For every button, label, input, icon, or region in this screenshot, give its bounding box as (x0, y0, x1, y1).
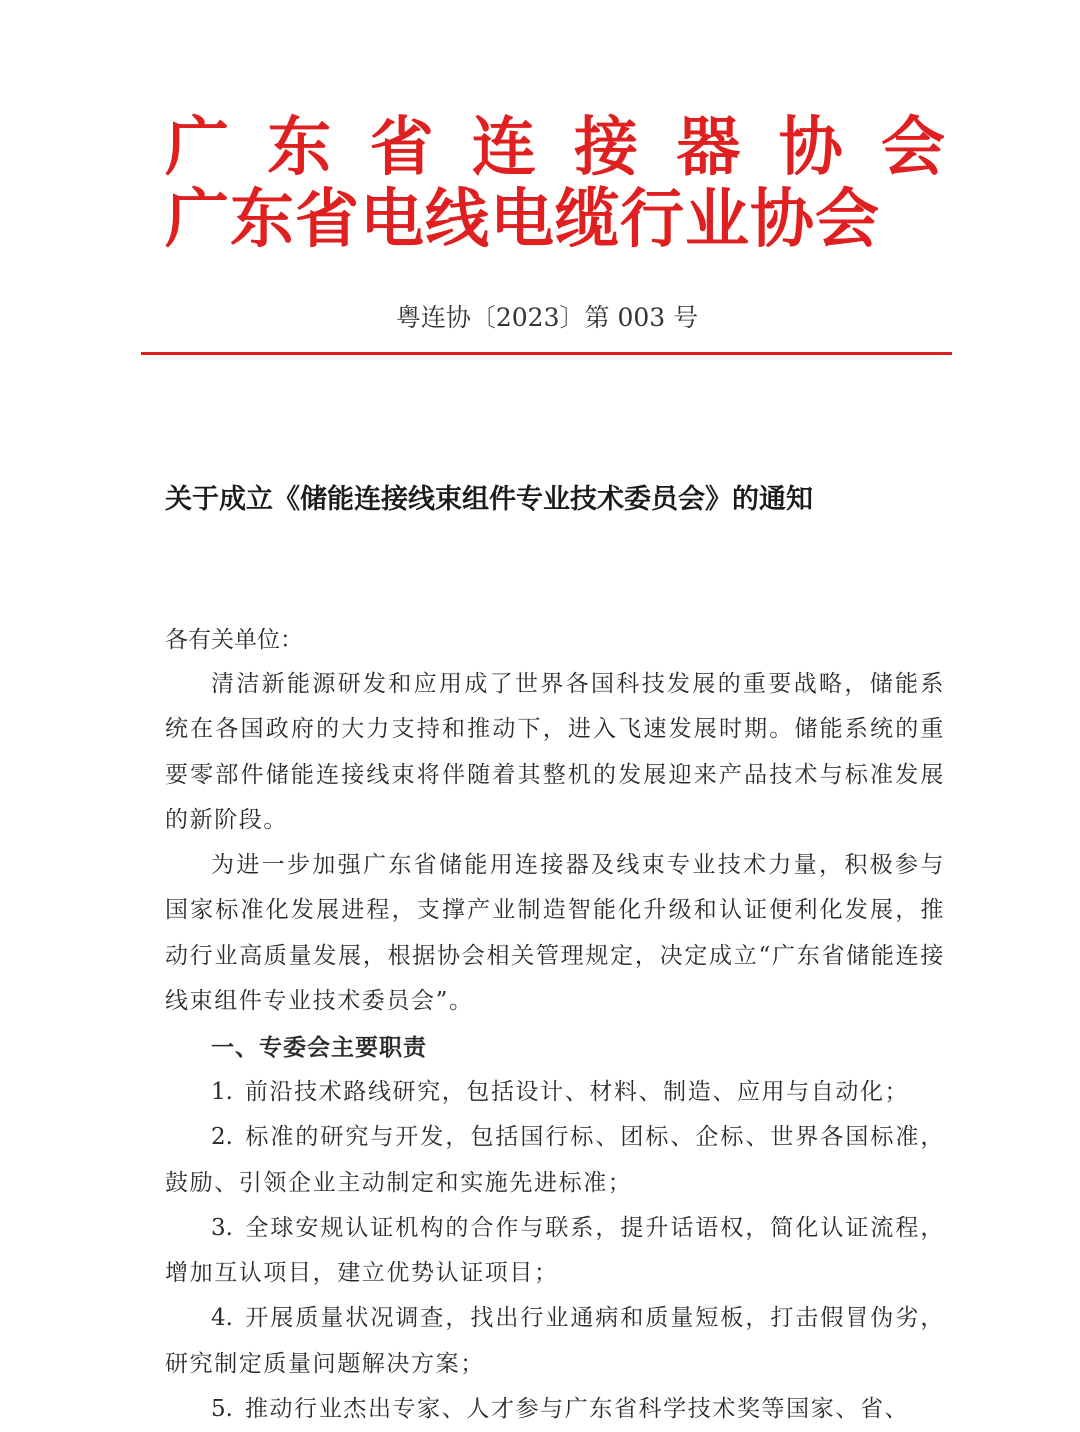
item-number: 4. (211, 1305, 233, 1332)
issuer-char: 省 (369, 111, 434, 185)
body-paragraphs (165, 662, 945, 1024)
section-heading: 一、专委会主要职责 (211, 1035, 427, 1061)
item-text: 全球安规认证机构的合作与联系，提升话语权，简化认证流程，增加互认项目，建立优势认证项目； (165, 1214, 945, 1287)
item-number: 5. (211, 1396, 233, 1423)
item-text: 推动行业杰出专家、人才参与广东省科学技术奖等国家、省、 (244, 1396, 910, 1423)
document-number: 粤连协〔2023〕第 003 号 (395, 303, 699, 332)
paragraph: 清洁新能源研发和应用成了世界各国科技发展的重要战略，储能系统在各国政府的大力支持和推动下，进入飞速发展时期。储能系统的重要零部件储能连接线束将伴随着其整机的发展迎来产品技术与标准发展的新阶段。 (165, 671, 945, 833)
list-item (165, 1296, 945, 1387)
issuer-char: 接 (574, 111, 639, 185)
issuer-char: 协 (778, 111, 843, 185)
red-divider (141, 352, 952, 355)
issuer-name-connector-association (165, 108, 945, 188)
document-title: 关于成立《储能连接线束组件专业技术委员会》的通知 (165, 484, 813, 515)
issuer-name-cable-association: 广东省电线电缆行业协会 (165, 183, 880, 257)
salutation: 各有关单位： (165, 627, 303, 653)
issuer-char: 会 (880, 111, 945, 185)
list-item (165, 1115, 945, 1206)
issuer-char: 东 (267, 111, 332, 185)
item-text: 前沿技术路线研究，包括设计、材料、制造、应用与自动化； (244, 1079, 910, 1105)
item-number: 2. (211, 1124, 233, 1151)
item-text: 开展质量状况调查，找出行业通病和质量短板，打击假冒伪劣，研究制定质量问题解决方案； (165, 1305, 945, 1377)
issuer-char: 连 (471, 111, 536, 185)
list-item (165, 1387, 945, 1432)
list-item (165, 1206, 945, 1297)
issuer-char: 广 (165, 111, 229, 185)
paragraph: 为进一步加强广东省储能用连接器及线束专业技术力量，积极参与国家标准化发展进程，支撑产业制造智能化升级和认证便利化发展，推动行业高质量发展，根据协会相关管理规定，决定成立“广东省储能连接线束组件专业技术委员会”。 (165, 852, 945, 1015)
item-text: 标准的研究与开发，包括国行标、团标、企标、世界各国标准，鼓励、引领企业主动制定和实施先进标准； (165, 1124, 945, 1196)
duty-list (165, 1070, 945, 1432)
item-number: 3. (211, 1214, 233, 1241)
list-item (165, 1070, 945, 1115)
item-number: 1. (211, 1079, 233, 1105)
issuer-char: 器 (676, 111, 741, 185)
